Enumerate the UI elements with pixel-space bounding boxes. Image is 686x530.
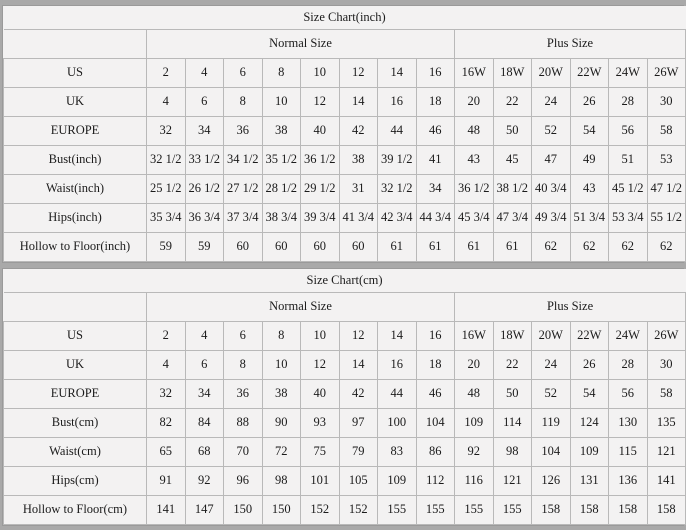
cell: 152: [301, 496, 340, 525]
cell: 35 3/4: [147, 204, 186, 233]
chart-title: Size Chart(cm): [4, 269, 686, 293]
table-row: [4, 59, 686, 88]
chart-title: Size Chart(inch): [4, 6, 686, 30]
cell: 109: [378, 467, 417, 496]
cell: 46: [416, 117, 455, 146]
cell: 124: [570, 409, 609, 438]
cell: 58: [647, 117, 686, 146]
cell: 36 3/4: [185, 204, 224, 233]
cell: 48: [455, 380, 494, 409]
cell: 49: [570, 146, 609, 175]
cell: 126: [532, 467, 571, 496]
row-label: EUROPE: [4, 380, 147, 409]
cell: 44: [378, 117, 417, 146]
cell: 16: [378, 351, 417, 380]
table-row: [4, 409, 686, 438]
cell: 38: [262, 117, 301, 146]
table-row: [4, 233, 686, 262]
cell: 41 3/4: [339, 204, 378, 233]
table-row: [4, 88, 686, 117]
cell: 61: [455, 233, 494, 262]
cell: 36 1/2: [301, 146, 340, 175]
cell: 61: [416, 233, 455, 262]
cell: 51 3/4: [570, 204, 609, 233]
cell: 20W: [532, 59, 571, 88]
table-row: [4, 438, 686, 467]
cell: 39 3/4: [301, 204, 340, 233]
cell: 141: [147, 496, 186, 525]
table-row: [4, 175, 686, 204]
cell: 152: [339, 496, 378, 525]
cell: 62: [532, 233, 571, 262]
cell: 83: [378, 438, 417, 467]
cell: 36 1/2: [455, 175, 494, 204]
cell: 72: [262, 438, 301, 467]
cell: 43: [570, 175, 609, 204]
cell: 8: [224, 88, 263, 117]
cell: 101: [301, 467, 340, 496]
corner-cell: [4, 30, 147, 59]
size-chart-cm: [2, 268, 684, 526]
cell: 60: [339, 233, 378, 262]
corner-cell: [4, 293, 147, 322]
cell: 14: [378, 59, 417, 88]
cell: 34 1/2: [224, 146, 263, 175]
size-table-inch: [3, 6, 686, 262]
cell: 121: [647, 438, 686, 467]
cell: 116: [455, 467, 494, 496]
cell: 39 1/2: [378, 146, 417, 175]
cell: 38 3/4: [262, 204, 301, 233]
cell: 24: [532, 88, 571, 117]
row-label: Hips(cm): [4, 467, 147, 496]
table-row: [4, 380, 686, 409]
cell: 42 3/4: [378, 204, 417, 233]
cell: 43: [455, 146, 494, 175]
cell: 32 1/2: [378, 175, 417, 204]
table-row: [4, 467, 686, 496]
cell: 92: [185, 467, 224, 496]
cell: 100: [378, 409, 417, 438]
cell: 36: [224, 380, 263, 409]
cell: 104: [416, 409, 455, 438]
cell: 6: [185, 351, 224, 380]
cell: 22: [493, 88, 532, 117]
cell: 16W: [455, 322, 494, 351]
cell: 10: [301, 59, 340, 88]
cell: 46: [416, 380, 455, 409]
cell: 55 1/2: [647, 204, 686, 233]
cell: 44: [378, 380, 417, 409]
cell: 26: [570, 88, 609, 117]
cell: 56: [609, 117, 648, 146]
row-label: Waist(cm): [4, 438, 147, 467]
cell: 135: [647, 409, 686, 438]
cell: 155: [416, 496, 455, 525]
row-label: Hollow to Floor(cm): [4, 496, 147, 525]
cell: 114: [493, 409, 532, 438]
cell: 26W: [647, 59, 686, 88]
cell: 121: [493, 467, 532, 496]
cell: 20W: [532, 322, 571, 351]
cell: 26: [570, 351, 609, 380]
cell: 109: [570, 438, 609, 467]
cell: 38: [262, 380, 301, 409]
cell: 155: [378, 496, 417, 525]
table-group-row: [4, 30, 686, 59]
cell: 6: [224, 322, 263, 351]
cell: 48: [455, 117, 494, 146]
cell: 45 1/2: [609, 175, 648, 204]
cell: 10: [301, 322, 340, 351]
cell: 32 1/2: [147, 146, 186, 175]
row-label: Hips(inch): [4, 204, 147, 233]
cell: 58: [647, 380, 686, 409]
cell: 25 1/2: [147, 175, 186, 204]
table-title-row: [4, 6, 686, 30]
cell: 60: [301, 233, 340, 262]
row-label: EUROPE: [4, 117, 147, 146]
size-chart-inch: [2, 5, 684, 263]
cell: 18: [416, 88, 455, 117]
cell: 16: [378, 88, 417, 117]
cell: 90: [262, 409, 301, 438]
cell: 34: [185, 117, 224, 146]
cell: 119: [532, 409, 571, 438]
cell: 82: [147, 409, 186, 438]
cell: 59: [147, 233, 186, 262]
cell: 104: [532, 438, 571, 467]
cell: 12: [339, 59, 378, 88]
cell: 98: [493, 438, 532, 467]
cell: 20: [455, 88, 494, 117]
cell: 16: [416, 322, 455, 351]
cell: 28 1/2: [262, 175, 301, 204]
cell: 93: [301, 409, 340, 438]
cell: 24W: [609, 59, 648, 88]
cell: 61: [378, 233, 417, 262]
cell: 28: [609, 88, 648, 117]
cell: 96: [224, 467, 263, 496]
cell: 92: [455, 438, 494, 467]
cell: 62: [609, 233, 648, 262]
cell: 18W: [493, 59, 532, 88]
cell: 70: [224, 438, 263, 467]
cell: 2: [147, 59, 186, 88]
cell: 131: [570, 467, 609, 496]
cell: 79: [339, 438, 378, 467]
cell: 155: [455, 496, 494, 525]
cell: 38 1/2: [493, 175, 532, 204]
cell: 8: [262, 59, 301, 88]
cell: 109: [455, 409, 494, 438]
cell: 53 3/4: [609, 204, 648, 233]
cell: 24W: [609, 322, 648, 351]
cell: 130: [609, 409, 648, 438]
cell: 51: [609, 146, 648, 175]
cell: 6: [185, 88, 224, 117]
cell: 59: [185, 233, 224, 262]
cell: 14: [378, 322, 417, 351]
cell: 6: [224, 59, 263, 88]
cell: 38: [339, 146, 378, 175]
cell: 75: [301, 438, 340, 467]
cell: 158: [609, 496, 648, 525]
table-row: [4, 496, 686, 525]
cell: 24: [532, 351, 571, 380]
cell: 53: [647, 146, 686, 175]
cell: 150: [262, 496, 301, 525]
cell: 84: [185, 409, 224, 438]
cell: 10: [262, 351, 301, 380]
cell: 12: [339, 322, 378, 351]
table-row: [4, 117, 686, 146]
cell: 115: [609, 438, 648, 467]
cell: 52: [532, 117, 571, 146]
cell: 30: [647, 351, 686, 380]
cell: 158: [647, 496, 686, 525]
cell: 54: [570, 117, 609, 146]
cell: 68: [185, 438, 224, 467]
cell: 40: [301, 380, 340, 409]
cell: 4: [185, 59, 224, 88]
cell: 97: [339, 409, 378, 438]
row-label: US: [4, 322, 147, 351]
row-label: UK: [4, 88, 147, 117]
cell: 22W: [570, 59, 609, 88]
cell: 12: [301, 88, 340, 117]
cell: 22W: [570, 322, 609, 351]
cell: 60: [224, 233, 263, 262]
cell: 36: [224, 117, 263, 146]
cell: 45 3/4: [455, 204, 494, 233]
cell: 155: [493, 496, 532, 525]
cell: 2: [147, 322, 186, 351]
cell: 28: [609, 351, 648, 380]
table-row: [4, 351, 686, 380]
group-header-plus: Plus Size: [455, 293, 686, 322]
cell: 88: [224, 409, 263, 438]
group-header-normal: Normal Size: [147, 30, 455, 59]
cell: 44 3/4: [416, 204, 455, 233]
cell: 50: [493, 117, 532, 146]
cell: 98: [262, 467, 301, 496]
cell: 50: [493, 380, 532, 409]
row-label: UK: [4, 351, 147, 380]
cell: 62: [647, 233, 686, 262]
cell: 45: [493, 146, 532, 175]
table-row: [4, 322, 686, 351]
cell: 29 1/2: [301, 175, 340, 204]
cell: 141: [647, 467, 686, 496]
cell: 26 1/2: [185, 175, 224, 204]
cell: 42: [339, 117, 378, 146]
cell: 27 1/2: [224, 175, 263, 204]
row-label: US: [4, 59, 147, 88]
cell: 40 3/4: [532, 175, 571, 204]
cell: 65: [147, 438, 186, 467]
cell: 47 3/4: [493, 204, 532, 233]
cell: 105: [339, 467, 378, 496]
cell: 20: [455, 351, 494, 380]
cell: 37 3/4: [224, 204, 263, 233]
row-label: Bust(cm): [4, 409, 147, 438]
cell: 10: [262, 88, 301, 117]
cell: 12: [301, 351, 340, 380]
cell: 62: [570, 233, 609, 262]
size-table-cm: [3, 269, 686, 525]
cell: 112: [416, 467, 455, 496]
cell: 54: [570, 380, 609, 409]
cell: 4: [147, 351, 186, 380]
table-row: [4, 204, 686, 233]
cell: 40: [301, 117, 340, 146]
cell: 18W: [493, 322, 532, 351]
cell: 34: [416, 175, 455, 204]
cell: 30: [647, 88, 686, 117]
cell: 91: [147, 467, 186, 496]
cell: 61: [493, 233, 532, 262]
cell: 150: [224, 496, 263, 525]
cell: 16: [416, 59, 455, 88]
cell: 4: [147, 88, 186, 117]
group-header-plus: Plus Size: [455, 30, 686, 59]
cell: 86: [416, 438, 455, 467]
cell: 158: [570, 496, 609, 525]
cell: 18: [416, 351, 455, 380]
cell: 56: [609, 380, 648, 409]
cell: 147: [185, 496, 224, 525]
cell: 136: [609, 467, 648, 496]
cell: 52: [532, 380, 571, 409]
table-row: [4, 146, 686, 175]
row-label: Hollow to Floor(inch): [4, 233, 147, 262]
cell: 41: [416, 146, 455, 175]
cell: 8: [224, 351, 263, 380]
cell: 32: [147, 380, 186, 409]
cell: 33 1/2: [185, 146, 224, 175]
cell: 42: [339, 380, 378, 409]
cell: 4: [185, 322, 224, 351]
cell: 158: [532, 496, 571, 525]
cell: 14: [339, 88, 378, 117]
cell: 8: [262, 322, 301, 351]
table-title-row: [4, 269, 686, 293]
cell: 35 1/2: [262, 146, 301, 175]
cell: 60: [262, 233, 301, 262]
row-label: Bust(inch): [4, 146, 147, 175]
cell: 49 3/4: [532, 204, 571, 233]
cell: 22: [493, 351, 532, 380]
table-group-row: [4, 293, 686, 322]
cell: 47: [532, 146, 571, 175]
cell: 31: [339, 175, 378, 204]
group-header-normal: Normal Size: [147, 293, 455, 322]
cell: 32: [147, 117, 186, 146]
cell: 34: [185, 380, 224, 409]
cell: 14: [339, 351, 378, 380]
cell: 16W: [455, 59, 494, 88]
row-label: Waist(inch): [4, 175, 147, 204]
cell: 47 1/2: [647, 175, 686, 204]
cell: 26W: [647, 322, 686, 351]
